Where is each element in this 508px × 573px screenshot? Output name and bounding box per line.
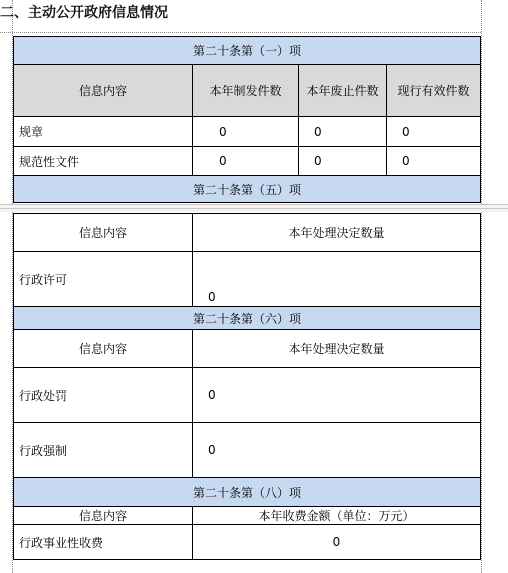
section-title-20-8: 第二十条第（八）项 xyxy=(14,478,481,507)
table-row xyxy=(14,423,481,478)
margin-guide-top xyxy=(0,32,481,33)
header-decision-count: 本年处理决定数量 xyxy=(193,214,481,252)
header-valid-count: 现行有效件数 xyxy=(387,65,481,117)
header-info-content: 信息内容 xyxy=(14,65,193,117)
section-title-20-1: 第二十条第（一）项 xyxy=(14,37,481,65)
cell-value: 0 xyxy=(299,147,387,176)
section-title-20-5: 第二十条第（五）项 xyxy=(14,176,481,203)
margin-guide-right-bottom xyxy=(481,212,482,573)
row-label-admin-penalty: 行政处罚 xyxy=(14,368,193,423)
table-row xyxy=(14,525,481,560)
table-sections-20-5-6-8 xyxy=(13,213,481,560)
row-label-admin-fees: 行政事业性收费 xyxy=(14,525,193,560)
row-label-admin-license: 行政许可 xyxy=(14,252,193,307)
header-repealed-count: 本年废止件数 xyxy=(299,65,387,117)
header-decision-count: 本年处理决定数量 xyxy=(193,330,481,368)
cell-value: 0 xyxy=(299,117,387,147)
header-fee-amount: 本年收费金额（单位：万元） xyxy=(193,507,481,525)
cell-value: 0 xyxy=(193,117,299,147)
cell-value: 0 xyxy=(193,252,481,307)
table-row xyxy=(14,252,481,307)
section-title-20-6: 第二十条第（六）项 xyxy=(14,307,481,330)
cell-value: 0 xyxy=(387,117,481,147)
cell-value: 0 xyxy=(193,525,481,560)
cell-value: 0 xyxy=(387,147,481,176)
section-heading: 二、主动公开政府信息情况 xyxy=(0,5,168,21)
table-section-20-1 xyxy=(13,36,481,203)
cell-value: 0 xyxy=(193,368,481,423)
page-break xyxy=(0,204,508,212)
table-row xyxy=(14,117,481,147)
header-issued-count: 本年制发件数 xyxy=(193,65,299,117)
cell-value: 0 xyxy=(193,423,481,478)
header-info-content: 信息内容 xyxy=(14,507,193,525)
cell-value: 0 xyxy=(193,147,299,176)
header-info-content: 信息内容 xyxy=(14,330,193,368)
margin-guide-right-top xyxy=(481,0,482,204)
row-label-regulations: 规章 xyxy=(14,117,193,147)
row-label-admin-enforcement: 行政强制 xyxy=(14,423,193,478)
header-info-content: 信息内容 xyxy=(14,214,193,252)
table-row xyxy=(14,147,481,176)
table-row xyxy=(14,368,481,423)
row-label-normative-docs: 规范性文件 xyxy=(14,147,193,176)
